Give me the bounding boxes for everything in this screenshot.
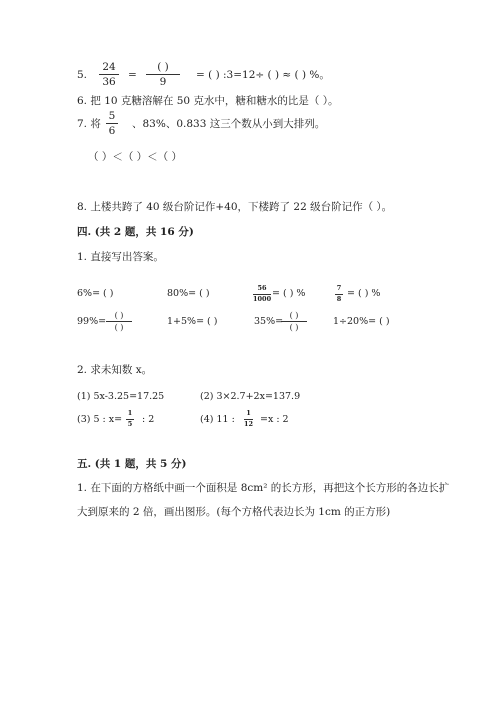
fraction-denominator: 9 xyxy=(159,76,167,88)
section5-question-line2: 大到原来的 2 倍，画出图形。(每个方格代表边长为 1cm 的正方形) xyxy=(77,506,391,518)
fraction-numerator: 1 xyxy=(127,409,133,417)
q5-equals: = xyxy=(128,69,137,81)
equation-3-rest: : 2 xyxy=(142,414,155,425)
fraction-numerator: ( ) xyxy=(157,61,169,73)
fraction-denominator: 6 xyxy=(108,125,116,137)
fraction-denominator: 36 xyxy=(102,76,116,88)
calc-35-percent-lead: 35%= xyxy=(254,316,284,327)
fraction-bar xyxy=(106,321,132,322)
calc-99-percent-fraction-answer xyxy=(106,311,132,332)
fraction-numerator: 7 xyxy=(336,284,342,292)
q5-rest: = ( ) :3=12÷ ( ) ≈ ( ) %。 xyxy=(196,69,330,81)
fraction-numerator: 1 xyxy=(246,409,251,417)
fraction-denominator: 1000 xyxy=(253,294,272,303)
section4-q2-title: 2. 求未知数 x。 xyxy=(77,364,153,376)
equation-4-fraction xyxy=(244,410,253,428)
calc-35-percent-fraction-answer xyxy=(281,311,307,332)
q8-text: 8. 上楼共跨了 40 级台阶记作+40，下楼跨了 22 级台阶记作（ ）。 xyxy=(77,201,393,213)
fraction-numerator: 24 xyxy=(102,61,116,73)
fraction-bar xyxy=(106,123,118,124)
calc-7-8-answer: = ( ) % xyxy=(347,288,381,299)
q5-fraction-blank-9 xyxy=(146,61,180,88)
fraction-bar xyxy=(99,74,119,75)
calc-1-div-20-percent: 1÷20%= ( ) xyxy=(333,316,390,327)
q5-number: 5. xyxy=(77,69,88,81)
section4-title: 四. (共 2 题，共 16 分) xyxy=(77,226,194,238)
fraction-numerator: 5 xyxy=(108,110,116,122)
equation-4-rest: =x : 2 xyxy=(260,414,289,425)
q5-fraction-24-36 xyxy=(99,61,119,88)
q7-rest: 、83%、0.833 这三个数从小到大排列。 xyxy=(132,118,326,130)
q6-text: 6. 把 10 克糖溶解在 50 克水中，糖和糖水的比是（ ）。 xyxy=(77,95,339,107)
fraction-denominator: 12 xyxy=(244,419,254,428)
fraction-bar xyxy=(146,74,180,75)
section5-title: 五. (共 1 题，共 5 分) xyxy=(77,458,187,470)
calc-56-1000-answer: = ( ) % xyxy=(272,288,306,299)
q7-lead: 7. 将 xyxy=(77,118,101,130)
equation-3-fraction xyxy=(126,410,134,428)
calc-99-percent-lead: 99%= xyxy=(77,316,107,327)
equation-4-lead: (4) 11 : xyxy=(200,414,235,425)
fraction-denominator: ( ) xyxy=(114,323,124,332)
calc-80-percent: 80%= ( ) xyxy=(167,288,210,299)
equation-1: (1) 5x-3.25=17.25 xyxy=(77,391,165,402)
fraction-denominator: 8 xyxy=(336,294,342,303)
q7-fraction-5-6 xyxy=(106,110,118,137)
fraction-denominator: 5 xyxy=(127,419,133,428)
fraction-bar xyxy=(281,321,307,322)
section4-q1-title: 1. 直接写出答案。 xyxy=(77,251,164,263)
fraction-numerator: 56 xyxy=(257,284,267,292)
calc-fraction-7-8 xyxy=(335,285,343,303)
fraction-numerator: ( ) xyxy=(114,311,124,320)
q7-answer-blanks: （ ）＜（ ）＜（ ） xyxy=(88,151,183,163)
equation-3-lead: (3) 5 : x= xyxy=(77,414,123,425)
calc-6-percent: 6%= ( ) xyxy=(77,288,114,299)
fraction-denominator: ( ) xyxy=(289,323,299,332)
calc-1-plus-5-percent: 1+5%= ( ) xyxy=(167,316,218,327)
equation-2: (2) 3×2.7+2x=137.9 xyxy=(200,391,301,402)
section5-question-line1: 1. 在下面的方格纸中画一个面积是 8cm² 的长方形，再把这个长方形的各边长扩 xyxy=(77,482,450,494)
fraction-numerator: ( ) xyxy=(289,311,299,320)
calc-fraction-56-1000 xyxy=(253,285,271,303)
